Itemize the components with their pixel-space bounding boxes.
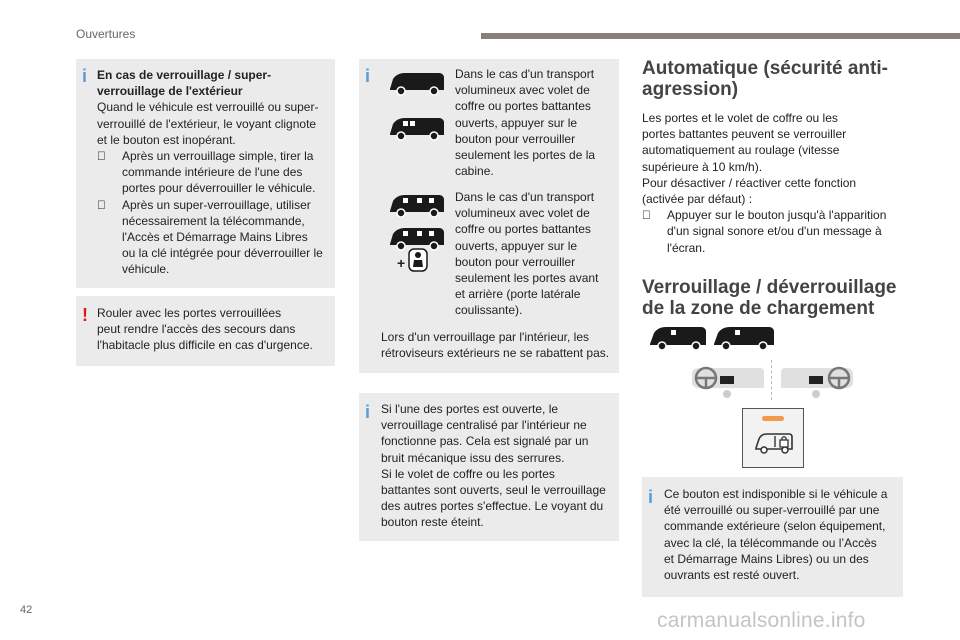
van-icon-load-1 bbox=[647, 323, 709, 353]
info-icon: i bbox=[82, 66, 88, 86]
info-body-line3: et le bouton est inopérant. bbox=[97, 132, 236, 147]
step-simple-lock: Après un verrouillage simple, tirer la commande intérieure de l'une des portes pour déverrouiller le véhicule. bbox=[97, 148, 333, 197]
info-box-door-open: i Si l'une des portes est ouverte, le verrouillage centralisé par l'intérieur ne fonctionne pas. Cela est signalé par un bruit mécanique issu des serrures. Si le volet de coffre ou les portes battantes sont ouverts, seul le verrouillage des autres portes s'effectue. Le voyant du bouton reste éteint. bbox=[359, 393, 619, 541]
warning-box-emergency-access: ! Rouler avec les portes verrouillées peut rendre l'accès des secours dans l'habitacle plus difficile en cas d'urgence. bbox=[76, 296, 335, 366]
column-automatic-locking: Automatique (sécurité anti- agression) Les portes et le volet de coffre ou les portes battantes peuvent se verrouiller automatiquement au roulage (vitesse supérieure à 10 km/h). Pour désactiver / réactiver cette fonction (activée par défaut) : Appuyer sur le bouton jusqu'à l'apparition d'un signal sonore et/ou d'un message à l'écran. Verrouillage / déverrouillage de la zone de chargement bbox=[642, 58, 904, 319]
info-title-line2: verrouillage de l'extérieur bbox=[97, 84, 243, 99]
divider-dashed bbox=[771, 360, 772, 400]
watermark: carmanualsonline.info bbox=[657, 609, 866, 632]
van-icon-load-2 bbox=[711, 323, 777, 353]
plus-sign: + bbox=[397, 255, 406, 271]
info-box-exterior-locking bbox=[76, 59, 335, 288]
button-indicator-light bbox=[762, 416, 784, 421]
info-body-line1: Quand le véhicule est verrouillé ou super- bbox=[97, 100, 319, 115]
van-icon-front-rear-1 bbox=[387, 191, 447, 221]
dashboard-right-illustration bbox=[779, 364, 855, 400]
arrow-marker-icon bbox=[642, 207, 651, 223]
header-bar bbox=[481, 33, 960, 39]
info-box-bulky-transport: i + Dans le cas d'un transport volumineux avec volet de coffre ou portes battantes ouverts, appuyer sur le bouton pour verrouiller seulement les portes de la cabine. Dans le cas d'un transport volumineux avec volet de coffre ou portes battantes ouverts, appuyer sur le bouton pour verrouiller seulement les portes avant et arrière (porte latérale coulissante). Lors d'un verrouillage par l'intérieur, les rétroviseurs extérieurs ne se rabattent pas. bbox=[359, 59, 619, 373]
arrow-marker-icon bbox=[97, 148, 106, 164]
info-box-button-unavailable: i Ce bouton est indisponible si le véhicule a été verrouillé ou super-verrouillé par une commande extérieure (selon équipement, avec la clé, la télécommande ou l’Accès et Démarrage Mains Libres) ou un des ouvrants est resté ouvert. bbox=[642, 477, 903, 597]
info-body-line2: verrouillé de l'extérieur, le voyant clignote bbox=[97, 116, 317, 131]
info-icon: i bbox=[365, 66, 371, 86]
step-super-lock: Après un super-verrouillage, utiliser nécessairement la télécommande, l'Accès et Démarrage Mains Libres ou la clé intégrée pour déverrouiller le véhicule. bbox=[97, 197, 333, 278]
section-title: Ouvertures bbox=[76, 27, 136, 41]
van-icon-cabin-2 bbox=[387, 114, 447, 144]
info-icon: i bbox=[648, 487, 654, 507]
load-zone-lock-button[interactable] bbox=[742, 408, 804, 468]
arrow-marker-icon bbox=[97, 197, 106, 213]
van-lock-icon bbox=[753, 431, 795, 457]
dashboard-left-illustration bbox=[690, 364, 766, 400]
info-icon: i bbox=[365, 402, 371, 422]
heading-automatic: Automatique (sécurité anti- agression) bbox=[642, 58, 888, 100]
heading-load-zone: Verrouillage / déverrouillage de la zone de chargement bbox=[642, 276, 897, 319]
step-press-button: Appuyer sur le bouton jusqu'à l'apparition d'un signal sonore et/ou d'un message à l'écran. bbox=[642, 207, 904, 256]
passenger-seat-icon bbox=[408, 248, 428, 272]
warning-icon: ! bbox=[82, 305, 88, 325]
page-number: 42 bbox=[20, 604, 33, 616]
van-icon-cabin-1 bbox=[387, 69, 447, 99]
info-title-line1: En cas de verrouillage / super- bbox=[97, 68, 272, 82]
